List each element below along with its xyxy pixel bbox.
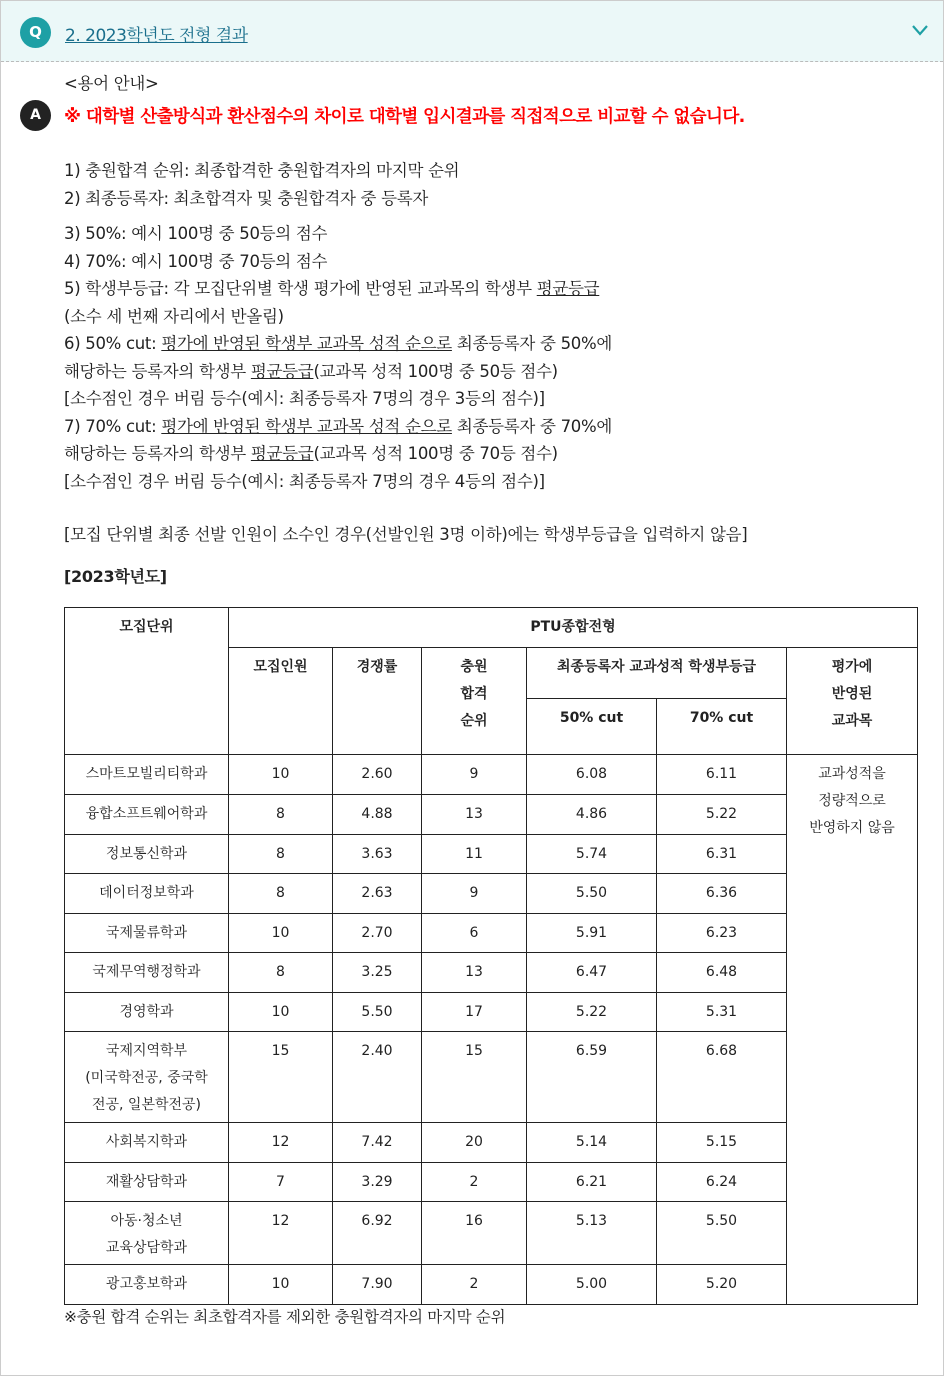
text: 6) 50% cut: [64,334,162,353]
text: 최종등록자 중 70%에 [451,416,612,436]
table-cell: 8 [229,874,333,914]
table-cell: 5.50 [527,874,657,914]
table-cell: 11 [422,835,527,874]
question-header[interactable] [1,1,943,62]
section-title: [2023학년도] [64,566,167,586]
table-cell: 국제무역행정학과 [65,953,229,993]
table-cell: 사회복지학과 [65,1123,229,1163]
answer-icon: A [20,100,51,131]
table-cell: 5.91 [527,914,657,953]
table-cell: 3.29 [333,1163,422,1202]
table-cell: 3.25 [333,953,422,993]
table-cell: 10 [229,914,333,953]
line-5b: (소수 세 번째 자리에서 반올림) [64,306,284,326]
table-cell: 7.90 [333,1265,422,1305]
line-6e: [소수점인 경우 버림 등수(예시: 최종등록자 7명의 경우 3등의 점수)] [64,389,545,408]
guide-heading: <용어 안내> [64,74,159,93]
text: 5) 학생부등급: 각 모집단위별 학생 평가에 반영된 교과목의 학생부 [64,279,537,298]
table-cell: 4.86 [527,795,657,835]
table-cell: 5.74 [527,835,657,874]
table-cell: 6.47 [527,953,657,993]
table-cell: 6.92 [333,1202,422,1265]
line-7 [64,413,924,441]
footnote: ※충원 합격 순위는 최초합격자를 제외한 충원합격자의 마지막 순위 [64,1308,506,1326]
table-cell: 16 [422,1202,527,1265]
subject-note: 교과성적을 정량적으로 반영하지 않음 [787,755,918,1305]
line-4: 4) 70%: 예시 100명 중 70등의 점수 [64,251,328,271]
table-cell: 광고홍보학과 [65,1265,229,1305]
header-50cut: 50% cut [527,699,657,755]
table-cell: 10 [229,993,333,1032]
table-cell: 6.21 [527,1163,657,1202]
header-count: 모집인원 [229,648,333,755]
table-cell: 5.00 [527,1265,657,1305]
line-7e: [소수점인 경우 버림 등수(예시: 최종등록자 7명의 경우 4등의 점수)] [64,471,545,491]
table-cell: 데이터정보학과 [65,874,229,914]
table-cell: 9 [422,755,527,795]
table-cell: 2.40 [333,1032,422,1123]
table-cell: 7 [229,1163,333,1202]
line-7c [64,440,924,468]
table-cell: 정보통신학과 [65,835,229,874]
line-6c [64,358,924,386]
table-cell: 15 [229,1032,333,1123]
text: 평균등급 [250,361,314,381]
header-type: PTU종합전형 [229,608,918,648]
table-cell: 6.11 [657,755,787,795]
table-cell: 융합소프트웨어학과 [65,795,229,835]
table-cell: 6.31 [657,835,787,874]
table-cell: 5.20 [657,1265,787,1305]
table-cell: 6.48 [657,953,787,993]
text: 해당하는 등록자의 학생부 [64,444,251,463]
chevron-down-icon[interactable] [911,23,929,37]
table-cell: 7.42 [333,1123,422,1163]
table-cell: 6.36 [657,874,787,914]
table-cell: 8 [229,953,333,993]
table-cell: 10 [229,1265,333,1305]
table-cell: 2 [422,1163,527,1202]
table-cell: 6.08 [527,755,657,795]
table-cell: 5.50 [657,1202,787,1265]
table-cell: 국제지역학부 (미국학전공, 중국학 전공, 일본학전공) [65,1032,229,1123]
table-cell: 재활상담학과 [65,1163,229,1202]
header-rate: 경쟁률 [333,648,422,755]
table-cell: 2.70 [333,914,422,953]
table-cell: 3.63 [333,835,422,874]
text: 해당하는 등록자의 학생부 [64,361,251,381]
table-cell: 6.24 [657,1163,787,1202]
line-2: 2) 최종등록자: 최초합격자 및 충원합격자 중 등록자 [64,188,429,208]
line-6 [64,330,924,358]
table-cell: 9 [422,874,527,914]
text: (교과목 성적 100명 중 50등 점수) [313,361,558,381]
table-cell: 5.31 [657,993,787,1032]
text: 평가에 반영된 학생부 교과목 성적 순으로 [161,416,452,436]
table-cell: 12 [229,1123,333,1163]
table-cell: 2.60 [333,755,422,795]
text: 평균등급 [536,279,600,298]
question-icon: Q [20,17,51,48]
header-grade: 최종등록자 교과성적 학생부등급 [527,648,787,699]
text: 평균등급 [250,444,314,463]
table-cell: 5.22 [657,795,787,835]
table-cell: 4.88 [333,795,422,835]
line-5 [64,275,924,303]
table-cell: 스마트모빌리티학과 [65,755,229,795]
text: 7) 70% cut: [64,416,162,436]
table-cell: 6.59 [527,1032,657,1123]
table-cell: 6.23 [657,914,787,953]
question-title-link[interactable]: 2. 2023학년도 전형 결과 [65,26,248,46]
table-cell: 13 [422,795,527,835]
line-1: 1) 충원합격 순위: 최종합격한 충원합격자의 마지막 순위 [64,161,460,180]
table-cell: 5.13 [527,1202,657,1265]
table-cell: 8 [229,835,333,874]
text: (교과목 성적 100명 중 70등 점수) [313,444,558,463]
table-cell: 5.15 [657,1123,787,1163]
answer-body [64,70,924,590]
table-cell: 6 [422,914,527,953]
table-cell: 12 [229,1202,333,1265]
header-rank: 충원 합격 순위 [422,648,527,755]
line-3: 3) 50%: 예시 100명 중 50등의 점수 [64,224,328,243]
table-cell: 2.63 [333,874,422,914]
table-cell: 5.50 [333,993,422,1032]
table-cell: 아동·청소년 교육상담학과 [65,1202,229,1265]
text: 평가에 반영된 학생부 교과목 성적 순으로 [161,334,452,353]
table-cell: 경영학과 [65,993,229,1032]
header-70cut: 70% cut [657,699,787,755]
table-cell: 13 [422,953,527,993]
table-cell: 5.22 [527,993,657,1032]
table-cell: 15 [422,1032,527,1123]
selection-note: [모집 단위별 최종 선발 인원이 소수인 경우(선발인원 3명 이하)에는 학생부등급을 입력하지 않음] [64,525,748,544]
table-cell: 6.68 [657,1032,787,1123]
table-cell: 2 [422,1265,527,1305]
table-cell: 20 [422,1123,527,1163]
header-subject: 평가에 반영된 교과목 [787,648,918,755]
results-table [64,607,918,1305]
warning-text: ※ 대학별 산출방식과 환산점수의 차이로 대학별 입시결과를 직접적으로 비교할 수 없습니다. [64,106,745,127]
table-cell: 5.14 [527,1123,657,1163]
table-cell: 8 [229,795,333,835]
table-cell: 17 [422,993,527,1032]
header-unit: 모집단위 [65,608,229,755]
table-row [65,755,918,795]
table-cell: 국제물류학과 [65,914,229,953]
text: 최종등록자 중 50%에 [451,334,612,353]
table-cell: 10 [229,755,333,795]
